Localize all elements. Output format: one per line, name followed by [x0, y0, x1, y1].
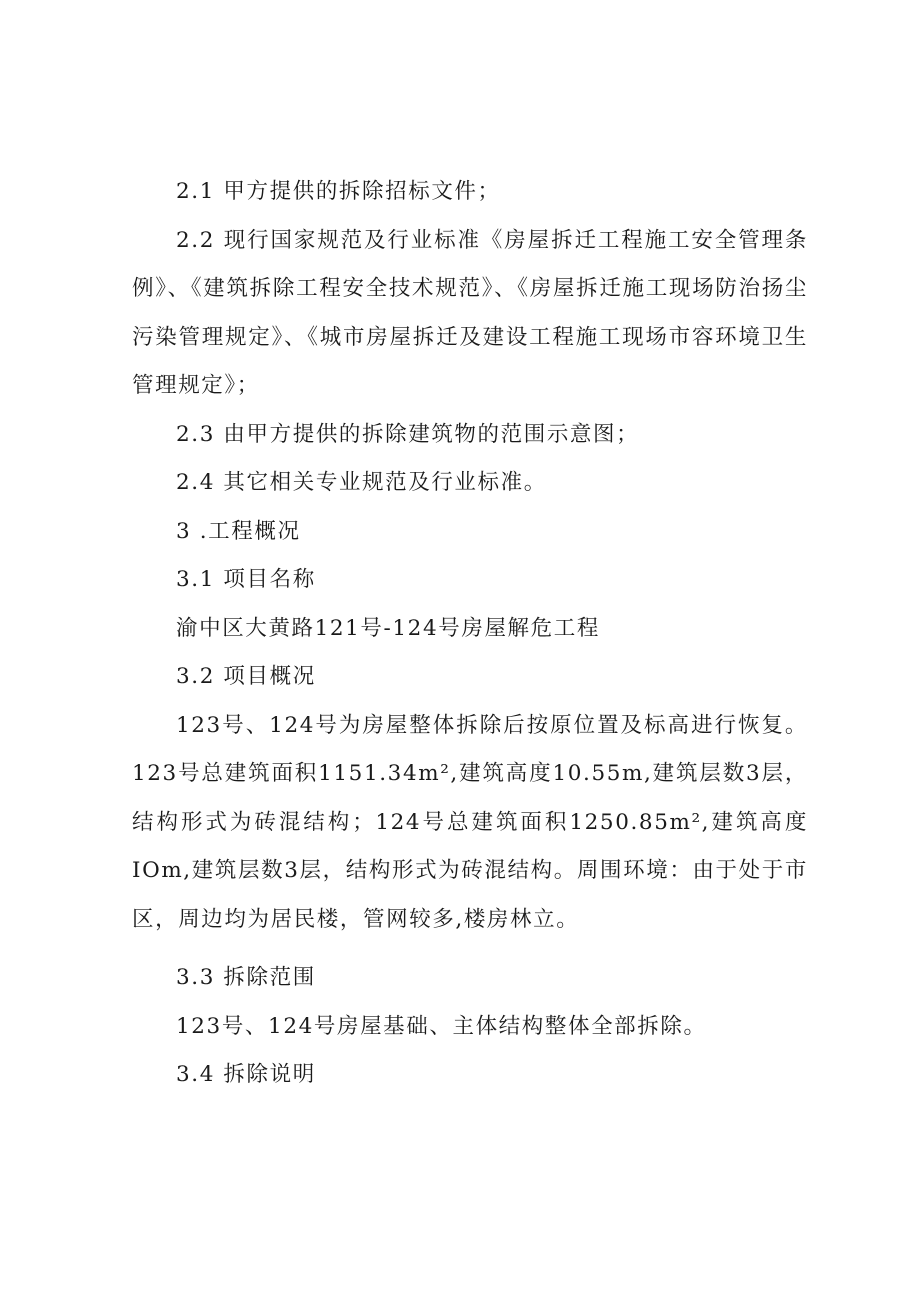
section-heading-3: 3 .工程概况: [176, 518, 301, 544]
subheading-3-3: 3.3 拆除范围: [176, 965, 316, 990]
document-body: [132, 168, 808, 1100]
paragraph-2-3: 2.3 由甲方提供的拆除建筑物的范围示意图；: [176, 421, 640, 447]
subheading-3-1: 3.1 项目名称: [176, 567, 316, 592]
paragraph-2-2: 2.2 现行国家规范及行业标准《房屋拆迁工程施工安全管理条例》、《建筑拆除工程安全技术规范》、《房屋拆迁施工现场防治扬尘污染管理规定》、《城市房屋拆迁及建设工程施工现场市容环境卫生管理规定》；: [132, 227, 808, 398]
project-overview-text: 123号、124号为房屋整体拆除后按原位置及标高进行恢复。123号总建筑面积1151.34m²,建筑高度10.55m,建筑层数3层，结构形式为砖混结构；124号总建筑面积1250.85m²,建筑高度IOm,建筑层数3层，结构形式为砖混结构。周围环境：由于处于市区，周边均为居民楼，管网较多,楼房林立。: [132, 712, 808, 932]
project-name: 渝中区大黄路121号-124号房屋解危工程: [176, 615, 600, 641]
paragraph-2-1: 2.1 甲方提供的拆除招标文件；: [176, 179, 501, 204]
subheading-3-4: 3.4 拆除说明: [176, 1062, 316, 1087]
demolition-scope-text: 123号、124号房屋基础、主体结构整体全部拆除。: [176, 1013, 707, 1039]
paragraph-2-4: 2.4 其它相关专业规范及行业标准。: [176, 470, 547, 495]
subheading-3-2: 3.2 项目概况: [176, 664, 316, 689]
